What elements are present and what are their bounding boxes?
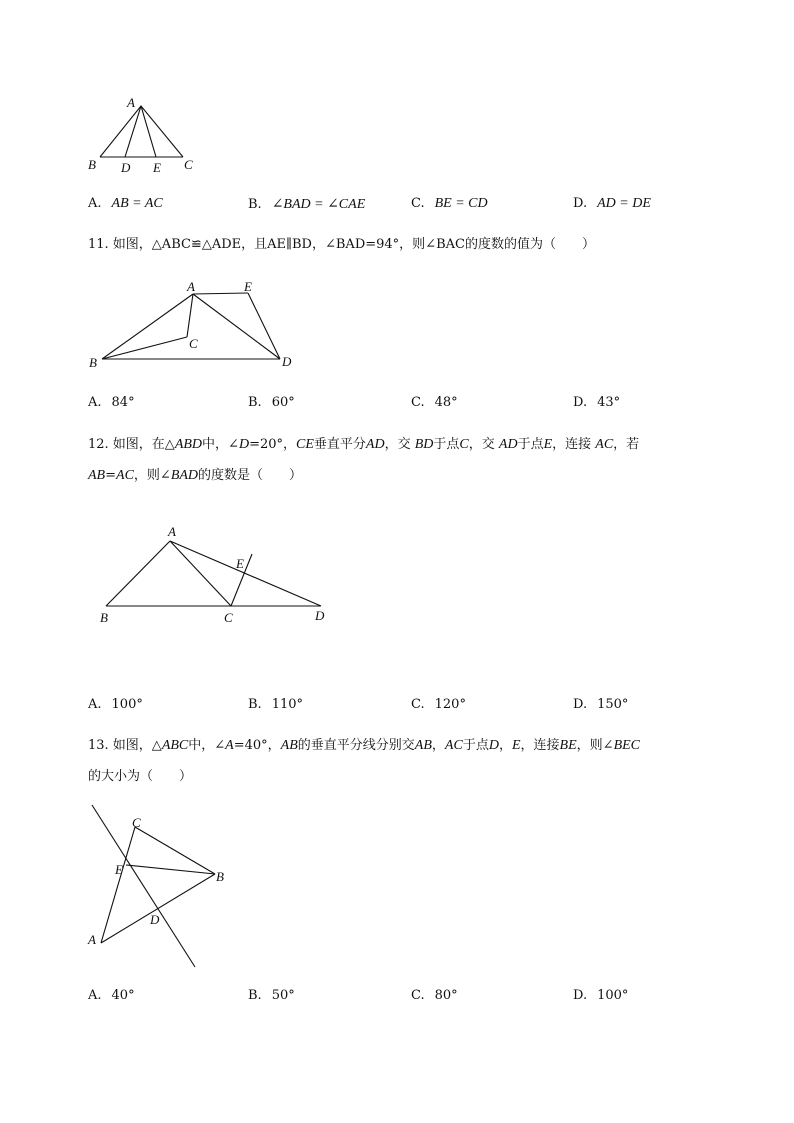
q11-segment-cb xyxy=(102,337,187,359)
q11-segment-ad xyxy=(193,294,280,359)
q12-option-d[interactable]: D. 150° xyxy=(573,697,629,712)
q11-segment-ac xyxy=(187,294,193,337)
q10-label-c: C xyxy=(184,157,193,172)
q13-label-b: B xyxy=(216,869,224,884)
q13-diagram xyxy=(80,802,240,974)
q11-question-text: 11. 如图，△ABC≌△ADE，且AE∥BD，∠BAD=94°，则∠BAC的度数的值为（ ） xyxy=(88,237,595,252)
q11-figure xyxy=(80,272,310,372)
q13-label-d: D xyxy=(150,912,160,927)
q12-segment-ac xyxy=(170,541,231,606)
q10-diagram xyxy=(80,92,210,182)
q11-segment-ba xyxy=(102,294,193,359)
q13-option-c[interactable]: C. 80° xyxy=(411,988,458,1003)
q10-label-a: A xyxy=(127,95,135,110)
q12-option-a[interactable]: A. 100° xyxy=(88,697,143,712)
q12-label-a: A xyxy=(168,524,176,539)
q13-label-c: C xyxy=(132,815,141,830)
q11-option-b[interactable]: B. 60° xyxy=(248,395,295,410)
q10-option-b[interactable]: B. ∠BAD = ∠CAE xyxy=(248,197,366,212)
q12-line-1: 12. 如图，在△ABD中，∠D=20°，CE垂直平分AD，交 BD于点C，交 AD于点E，连接 AC，若 xyxy=(88,437,640,452)
q10-option-d[interactable]: D. AD = DE xyxy=(573,196,651,211)
q12-line-2: AB=AC，则∠BAD的度数是（ ） xyxy=(88,468,303,483)
q11-label-c: C xyxy=(189,336,198,351)
q11-option-a[interactable]: A. 84° xyxy=(88,395,135,410)
q10-figure xyxy=(80,92,210,182)
q13-option-d[interactable]: D. 100° xyxy=(573,988,629,1003)
q12-segment-ba xyxy=(106,541,170,606)
q10-label-e: E xyxy=(153,160,161,175)
q10-label-d: D xyxy=(121,160,131,175)
q13-line-2: 的大小为（ ） xyxy=(88,769,193,784)
q11-label-b: B xyxy=(89,355,97,370)
q12-label-d: D xyxy=(315,608,325,623)
q12-options xyxy=(88,697,768,717)
q12-diagram xyxy=(90,518,340,628)
q13-line-1: 13. 如图，△ABC中，∠A=40°，AB的垂直平分线分别交AB，AC于点D，E，连接BE，则∠BEC xyxy=(88,738,641,753)
q13-perpendicular-bisector xyxy=(92,805,195,967)
q12-segment-ad xyxy=(170,541,321,606)
q11-label-d: D xyxy=(282,354,292,369)
q12-question-text xyxy=(88,429,708,491)
q10-segment-ad xyxy=(125,106,141,157)
q13-option-b[interactable]: B. 50° xyxy=(248,988,295,1003)
q13-label-e: E xyxy=(115,862,123,877)
q10-option-a[interactable]: A. AB = AC xyxy=(88,196,163,211)
q12-option-b[interactable]: B. 110° xyxy=(248,697,304,712)
q12-option-c[interactable]: C. 120° xyxy=(411,697,466,712)
q11-options xyxy=(88,395,768,415)
q11-option-d[interactable]: D. 43° xyxy=(573,395,621,410)
q10-label-b: B xyxy=(88,157,96,172)
q11-label-a: A xyxy=(187,279,195,294)
q12-label-c: C xyxy=(224,610,233,625)
q13-figure xyxy=(80,802,240,974)
q10-options xyxy=(88,196,768,216)
q10-segment-ae xyxy=(141,106,156,157)
q13-option-a[interactable]: A. 40° xyxy=(88,988,135,1003)
q11-label-e: E xyxy=(244,279,252,294)
q10-triangle-sides xyxy=(100,106,183,157)
q11-diagram xyxy=(80,272,310,372)
q13-question-text xyxy=(88,730,708,792)
q12-label-e: E xyxy=(236,556,244,571)
q13-options xyxy=(88,988,768,1008)
q11-segment-ed xyxy=(248,293,280,359)
q11-segment-ae xyxy=(193,293,248,294)
q12-label-b: B xyxy=(100,610,108,625)
q11-option-c[interactable]: C. 48° xyxy=(411,395,458,410)
q13-label-a: A xyxy=(88,932,96,947)
q12-figure xyxy=(90,518,340,628)
q10-option-c[interactable]: C. BE = CD xyxy=(411,196,488,211)
